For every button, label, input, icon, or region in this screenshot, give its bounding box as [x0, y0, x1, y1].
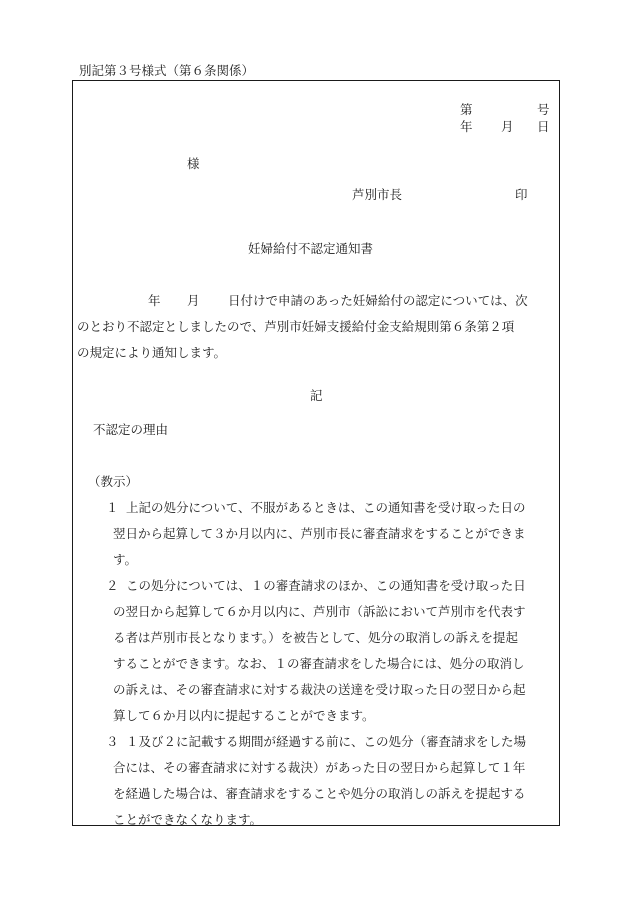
- recipient-honorific: 様: [187, 156, 200, 171]
- notice-item-line: することができます。なお、１の審査請求をした場合には、処分の取消し: [113, 656, 525, 671]
- number-prefix: 第: [460, 102, 473, 117]
- date-year: 年: [460, 119, 473, 134]
- notice-item-number: ２: [106, 578, 119, 593]
- notice-item-line: １及び２に記載する期間が経過する前に、この処分（審査請求をした場: [126, 734, 527, 749]
- notice-heading: （教示）: [88, 474, 139, 489]
- body-date-month: 月: [187, 293, 200, 308]
- body-line-1: 日付けで申請のあった妊婦給付の認定については、次: [228, 293, 528, 308]
- notice-item-line: ことができなくなります。: [113, 812, 263, 827]
- notice-item-number: １: [106, 500, 119, 515]
- body-line-2: のとおり不認定としましたので、芦別市妊婦支援給付金支給規則第６条第２項: [77, 319, 515, 334]
- date-day: 日: [537, 119, 550, 134]
- form-label: 別記第３号様式（第６条関係）: [79, 63, 255, 78]
- reason-label: 不認定の理由: [93, 422, 169, 437]
- notice-item-number: ３: [106, 734, 119, 749]
- notice-item-line: を経過した場合は、審査請求をすることや処分の取消しの訴えを提起する: [113, 786, 526, 801]
- notice-item-line: 合には、その審査請求に対する裁決）があった日の翌日から起算して１年: [113, 760, 526, 775]
- notice-item-line: 翌日から起算して３か月以内に、芦別市長に審査請求をすることができま: [113, 526, 526, 541]
- notice-document-frame: [72, 80, 560, 826]
- body-date-year: 年: [148, 293, 161, 308]
- body-line-3: の規定により通知します。: [77, 345, 227, 360]
- issuer-name: 芦別市長: [352, 187, 403, 202]
- issuer-seal: 印: [515, 187, 528, 202]
- notice-item-line: 上記の処分について、不服があるときは、この通知書を受け取った日の: [126, 500, 526, 515]
- notice-item-line: る者は芦別市長となります。）を被告として、処分の取消しの訴えを提起: [113, 630, 519, 645]
- notice-item-line: この処分については、１の審査請求のほか、この通知書を受け取った日: [126, 578, 526, 593]
- notice-item-line: す。: [113, 552, 138, 567]
- number-suffix: 号: [537, 102, 550, 117]
- document-title: 妊婦給付不認定通知書: [248, 241, 374, 256]
- notice-item-line: の翌日から起算して６か月以内に、芦別市（訴訟において芦別市を代表す: [113, 604, 526, 619]
- notice-item-line: の訴えは、その審査請求に対する裁決の送達を受け取った日の翌日から起: [113, 682, 526, 697]
- date-month: 月: [501, 119, 514, 134]
- notice-item-line: 算して６か月以内に提起することができます。: [113, 708, 375, 723]
- ki-marker: 記: [310, 388, 323, 403]
